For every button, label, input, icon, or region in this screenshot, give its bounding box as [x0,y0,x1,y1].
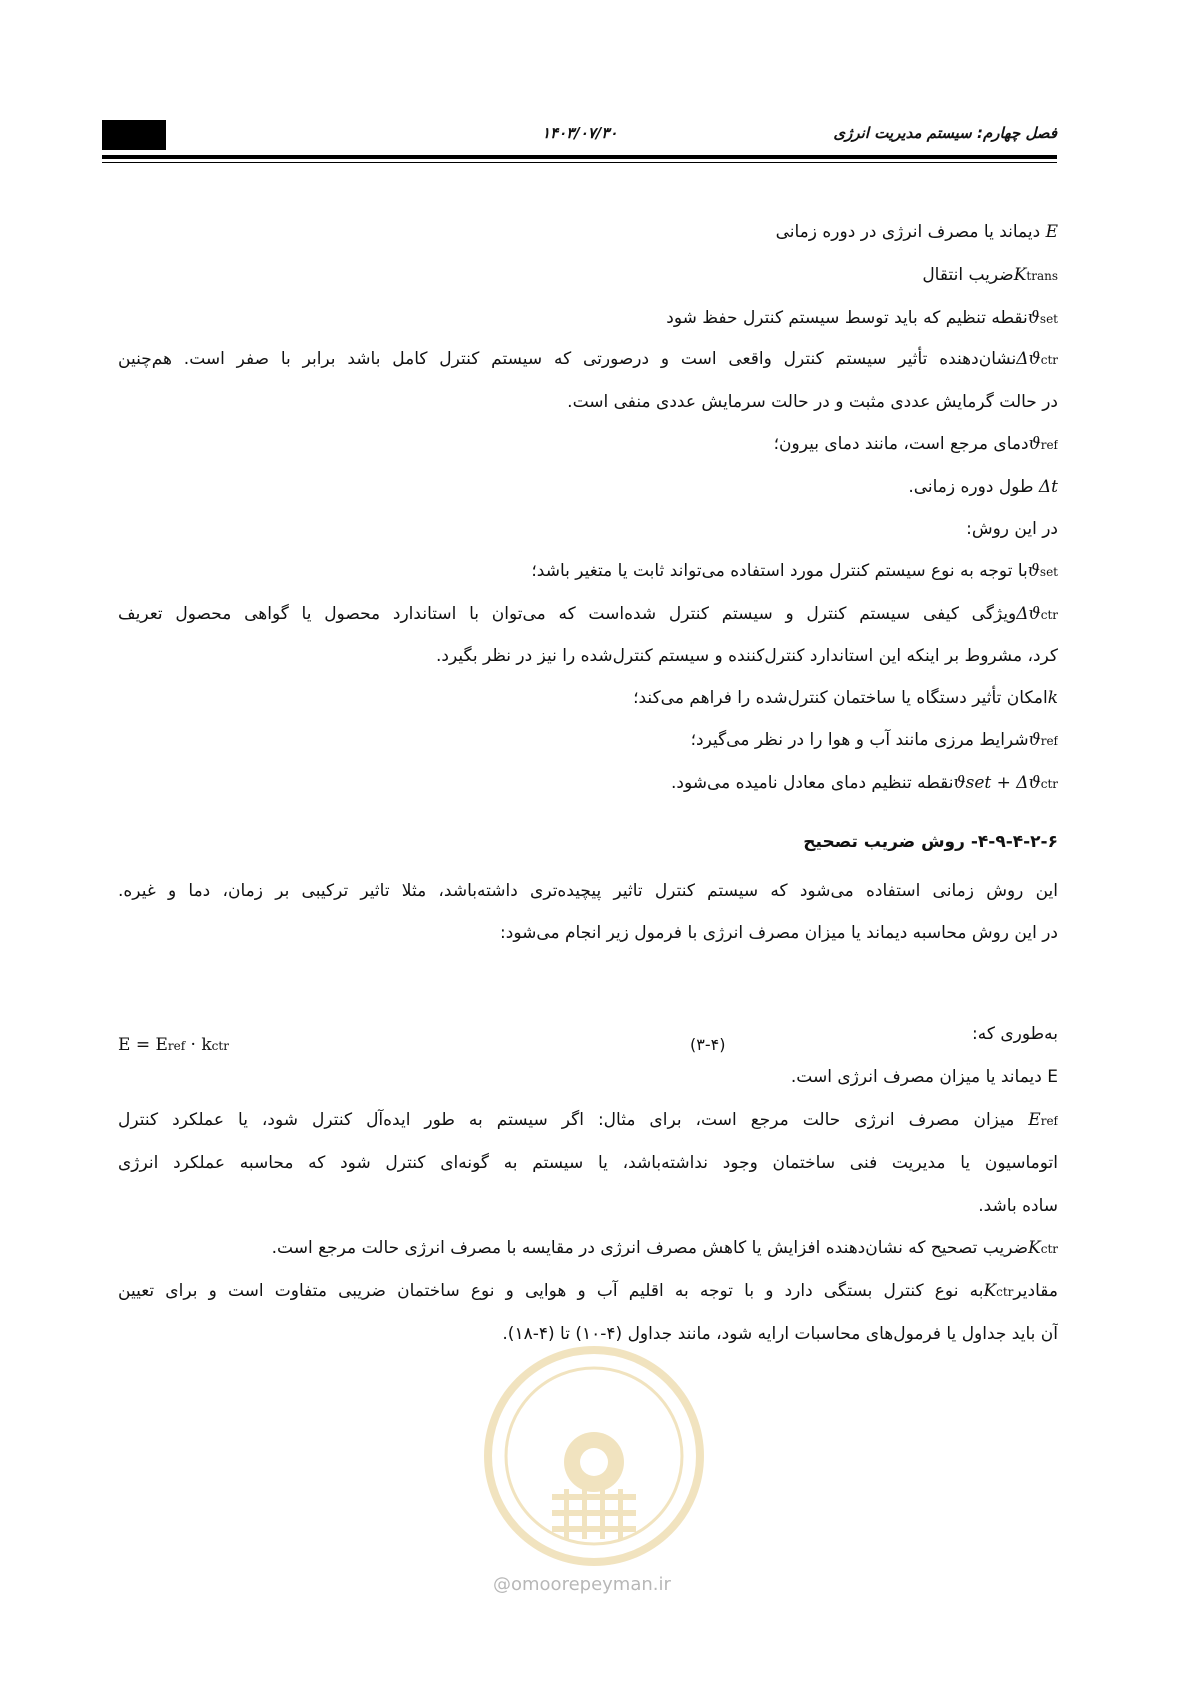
definition-line: ϑrefشرایط مرزی مانند آب و هوا را در نظر می‌گیرد؛ [690,730,1058,750]
header-black-box [102,120,166,150]
paragraph-line: این روش زمانی استفاده می‌شود که سیستم کنترل تاثیر پیچیده‌تری داشته‌باشد، مثلا تاثیر ترکیبی بر زمان، دما و غیره. [118,881,1058,901]
definition-line: Δt طول دوره زمانی. [908,477,1058,497]
equation-number: (۳-۴) [690,1035,726,1054]
section-heading: ۴-۹-۴-۲-۶- روش ضریب تصحیح [803,832,1058,852]
definition-line: Δϑctrنشان‌دهنده تأثیر سیستم کنترل واقعی است و درصورتی که سیستم کنترل کامل باشد برابر با صفر است. هم‌چنین [118,349,1058,369]
header-chapter-title: فصل چهارم: سیستم مدیریت انرژی [833,124,1057,142]
paragraph-line: در این روش محاسبه دیماند یا میزان مصرف انرژی با فرمول زیر انجام می‌شود: [500,923,1058,943]
definition-line: در حالت گرمایش عددی مثبت و در حالت سرمایش عددی منفی است. [567,392,1058,412]
header-rule-thick [102,155,1057,159]
definition-line: ϑsetنقطه تنظیم که باید توسط سیستم کنترل حفظ شود [666,308,1058,328]
definition-line: کرد، مشروط بر اینکه این استاندارد کنترل‌کننده و سیستم کنترل‌شده را نیز در نظر بگیرد. [435,646,1058,666]
definition-line: Ktransضریب انتقال [922,265,1058,285]
header-rule-thin [102,162,1057,163]
paragraph-line: به‌طوری که: [971,1024,1058,1044]
paragraph-line: E دیماند یا میزان مصرف انرژی است. [790,1067,1058,1087]
page-header [102,118,1057,156]
paragraph-line: ساده باشد. [978,1196,1058,1216]
definition-line: Δϑctrویژگی کیفی سیستم کنترل و سیستم کنترل شده‌است که می‌توان با استاندارد محصول یا گواهی محصول تعریف [118,604,1058,624]
equation: E = Eref · kctr [118,1035,229,1055]
paragraph-line: آن باید جداول یا فرمول‌های محاسبات ارایه شود، مانند جداول (۴-۱۰) تا (۴-۱۸). [502,1324,1058,1344]
definition-line: ϑrefدمای مرجع است، مانند دمای بیرون؛ [773,434,1058,454]
definition-line: E دیماند یا مصرف انرژی در دوره زمانی [775,222,1058,242]
paragraph-line: اتوماسیون یا مدیریت فنی ساختمان وجود نداشته‌باشد، یا سیستم به گونه‌ای کنترل شود که محاسبه عملکرد انرژی [118,1153,1058,1173]
header-date: ۱۴۰۳/۰۷/۳۰ [542,124,618,142]
paragraph-line: مقادیرKctrبه نوع کنترل بستگی دارد و با توجه به اقلیم آب و هوایی و نوع ساختمان ضریبی متفاوت است و برای تعیین [118,1281,1058,1301]
paragraph-line: Kctrضریب تصحیح که نشان‌دهنده افزایش یا کاهش مصرف انرژی در مقایسه با مصرف انرژی حالت مرجع است. [271,1238,1058,1258]
definition-line: ϑsetبا توجه به نوع سیستم کنترل مورد استفاده می‌تواند ثابت یا متغیر باشد؛ [531,561,1058,581]
definition-line: در این روش: [966,519,1058,539]
definition-line: kامکان تأثیر دستگاه یا ساختمان کنترل‌شده را فراهم می‌کند؛ [633,688,1058,708]
watermark-site: @omoorepeyman.ir [493,1574,671,1595]
paragraph-line: Eref میزان مصرف انرژی حالت مرجع است، برای مثال: اگر سیستم به طور ایده‌آل کنترل شود، یا عملکرد کنترل [118,1110,1058,1130]
definition-line: ϑset + Δϑctrنقطه تنظیم دمای معادل نامیده می‌شود. [670,773,1058,793]
watermark-seal-icon [482,1344,706,1568]
